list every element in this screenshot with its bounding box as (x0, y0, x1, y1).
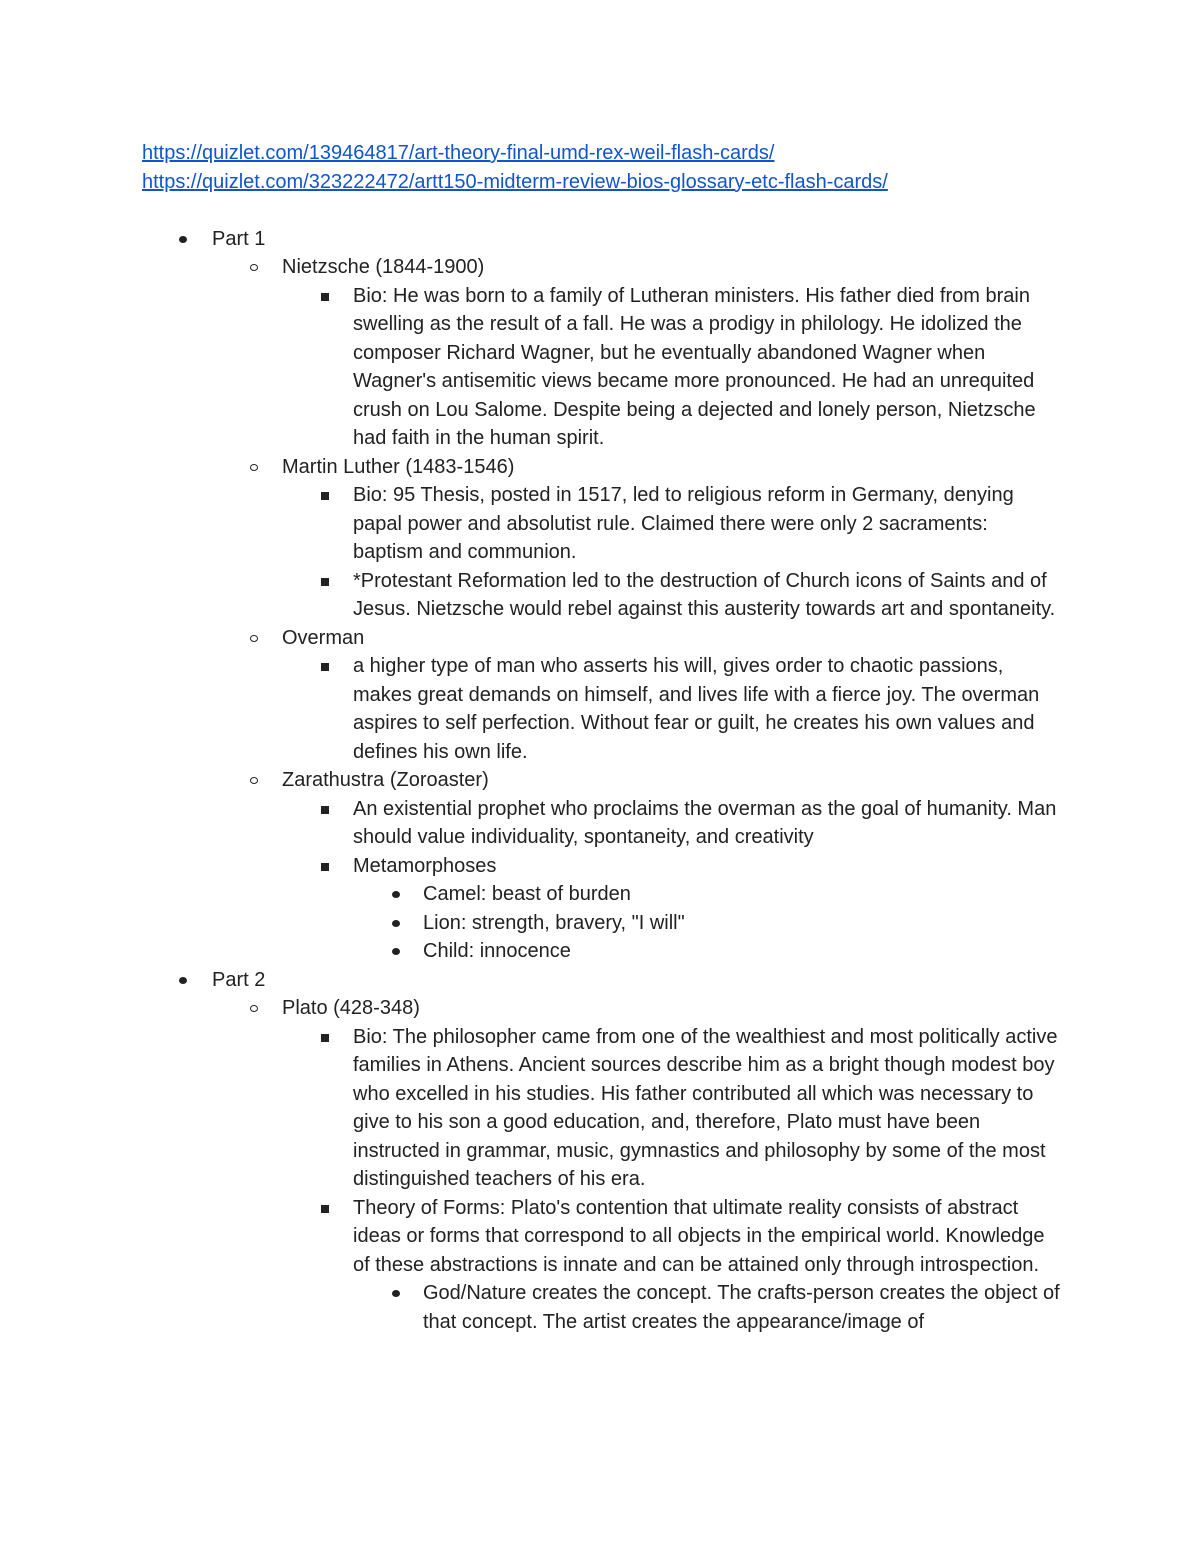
luther-note: *Protestant Reformation led to the destruction of Church icons of Saints and of Jesus. Nietzsche would rebel against this austerity towards art and spontaneity. (353, 569, 1056, 620)
zarathustra-item (142, 766, 1062, 795)
disc-bullet-icon (389, 909, 409, 938)
square-bullet-icon (318, 852, 338, 881)
disc-bullet-icon (176, 966, 196, 995)
stage-text: Child: innocence (423, 940, 571, 962)
square-bullet-icon (318, 567, 338, 596)
metamorphoses-item (142, 852, 1062, 881)
part-1 (142, 225, 1062, 254)
nietzsche-bio: Bio: He was born to a family of Lutheran ministers. His father died from brain swelling as the result of a fall. He was a prodigy in philology. He idolized the composer Richard Wagner, but he eventually abandoned Wagner when Wagner's antisemitic views became more pronounced. He had an unrequited crush on Lou Salome. Despite being a dejected and lonely person, Nietzsche had faith in the human spirit. (353, 284, 1036, 449)
square-bullet-icon (318, 652, 338, 681)
stage-camel (142, 880, 1062, 909)
disc-bullet-icon (176, 225, 196, 254)
square-bullet-icon (318, 1023, 338, 1052)
zarathustra-def: An existential prophet who proclaims the overman as the goal of humanity. Man should value individuality, spontaneity, and creativity (353, 797, 1057, 848)
circle-bullet-icon (247, 994, 267, 1023)
quizlet-link-2[interactable]: https://quizlet.com/323222472/artt150-midterm-review-bios-glossary-etc-flash-cards/ (142, 170, 888, 193)
disc-bullet-icon (389, 937, 409, 966)
overman-item (142, 624, 1062, 653)
plato-bio: Bio: The philosopher came from one of the wealthiest and most politically active families in Athens. Ancient sources describe him as a bright though modest boy who excelled in his studies. His father contributed all which was necessary to give to his son a good education, and, therefore, Plato must have been instructed in grammar, music, gymnastics and philosophy by some of the most distinguished teachers of his era. (353, 1025, 1058, 1190)
part-1-title: Part 1 (212, 227, 266, 250)
document-body (142, 139, 1062, 1336)
circle-bullet-icon (247, 453, 267, 482)
luther-heading: Martin Luther (1483-1546) (282, 455, 515, 478)
disc-bullet-icon (389, 1279, 409, 1308)
stage-text: Lion: strength, bravery, "I will" (423, 911, 685, 934)
square-bullet-icon (318, 1194, 338, 1223)
luther-bio-item (142, 481, 1062, 567)
forms-sub-text: God/Nature creates the concept. The crafts-person creates the object of that concept. The artist creates the appearance/image of (423, 1282, 1060, 1333)
zarathustra-heading: Zarathustra (Zoroaster) (282, 769, 489, 791)
overman-def: a higher type of man who asserts his will, gives order to chaotic passions, makes great demands on himself, and lives life with a fierce joy. The overman aspires to self perfection. Without fear or guilt, he creates his own values and defines his own life. (353, 655, 1040, 763)
luther-note-item (142, 567, 1062, 624)
part-2 (142, 966, 1062, 995)
plato-item (142, 994, 1062, 1023)
circle-bullet-icon (247, 253, 267, 282)
part-2-title: Part 2 (212, 968, 266, 991)
plato-bio-item (142, 1023, 1062, 1194)
nietzsche-item (142, 253, 1062, 282)
nietzsche-heading: Nietzsche (1844-1900) (282, 256, 485, 278)
stage-child (142, 937, 1062, 966)
luther-item (142, 453, 1062, 482)
luther-bio: Bio: 95 Thesis, posted in 1517, led to religious reform in Germany, denying papal power and absolutist rule. Claimed there were only 2 sacraments: baptism and communion. (353, 484, 1014, 563)
link-list (142, 139, 1062, 196)
forms-sub-item (142, 1279, 1062, 1336)
theory-of-forms: Theory of Forms: Plato's contention that ultimate reality consists of abstract ideas or forms that correspond to all objects in the empirical world. Knowledge of these abstractions is innate and can be attained only through introspection. (353, 1196, 1045, 1276)
square-bullet-icon (318, 795, 338, 824)
overman-heading: Overman (282, 626, 365, 649)
outline (142, 225, 1062, 1337)
overman-def-item (142, 652, 1062, 766)
stage-text: Camel: beast of burden (423, 883, 631, 905)
stage-lion (142, 909, 1062, 938)
zarathustra-def-item (142, 795, 1062, 852)
metamorphoses-heading: Metamorphoses (353, 854, 497, 877)
plato-heading: Plato (428-348) (282, 997, 420, 1019)
disc-bullet-icon (389, 880, 409, 909)
square-bullet-icon (318, 282, 338, 311)
square-bullet-icon (318, 481, 338, 510)
quizlet-link-1[interactable]: https://quizlet.com/139464817/art-theory-final-umd-rex-weil-flash-cards/ (142, 142, 775, 164)
theory-of-forms-item (142, 1194, 1062, 1280)
circle-bullet-icon (247, 766, 267, 795)
nietzsche-bio-item (142, 282, 1062, 453)
circle-bullet-icon (247, 624, 267, 653)
